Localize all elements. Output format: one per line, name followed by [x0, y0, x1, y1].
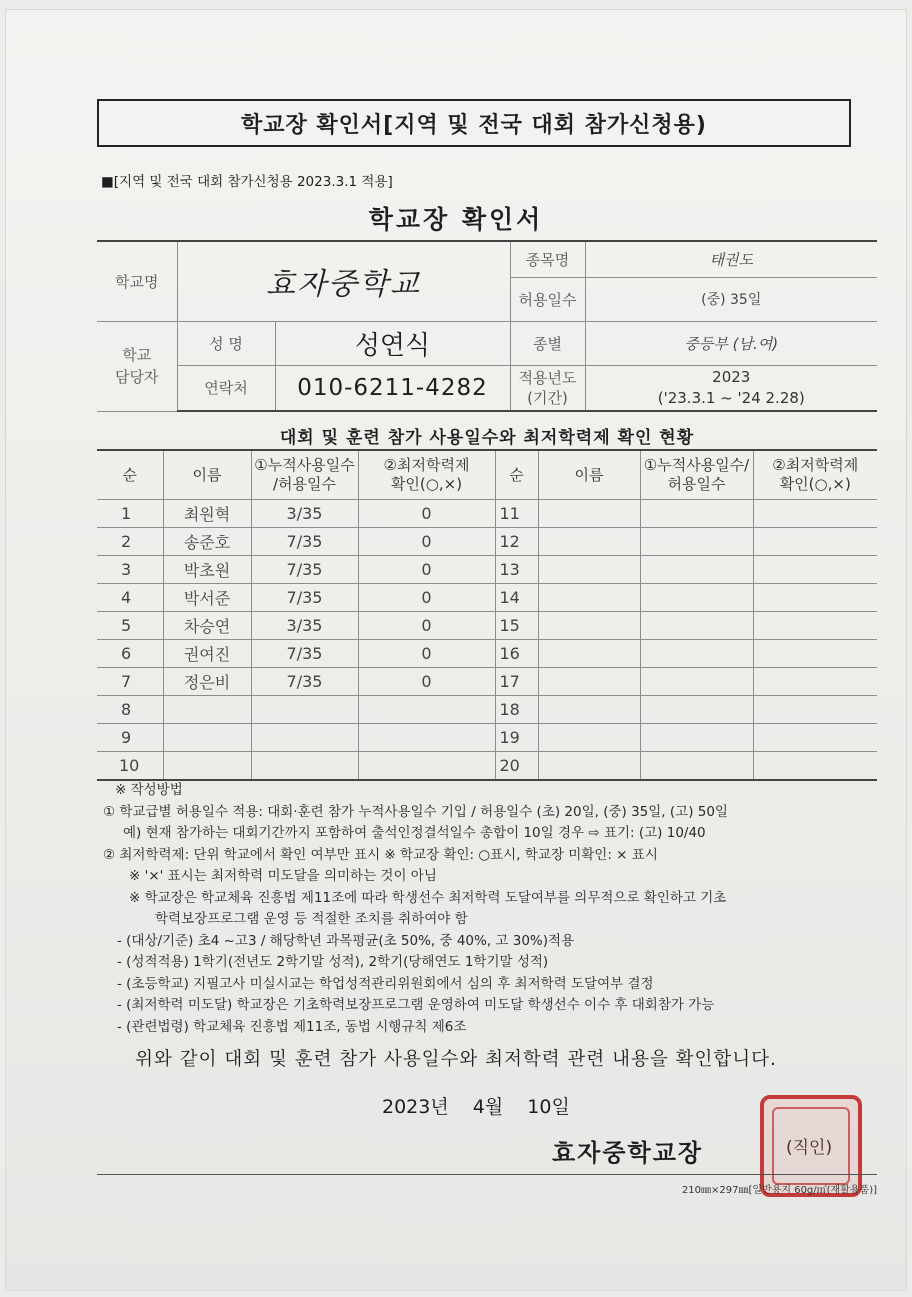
- cell-empty: [538, 668, 640, 696]
- header-days-2: ①누적사용일수/ 허용일수: [640, 450, 753, 500]
- note-item: - (최저학력 미도달) 학교장은 기초학력보장프로그램 운영하여 미도달 학생선수 이수 후 대회참가 가능: [117, 997, 715, 1013]
- cell-name: 박서준: [163, 584, 251, 612]
- cell-empty: [538, 500, 640, 528]
- cell-check: 0: [358, 528, 495, 556]
- cell-seq-2: 14: [495, 584, 538, 612]
- cell-check: [358, 724, 495, 752]
- cell-empty: [753, 752, 877, 781]
- cell-empty: [753, 556, 877, 584]
- cell-name: 최원혁: [163, 500, 251, 528]
- cell-empty: [753, 612, 877, 640]
- cell-empty: [640, 556, 753, 584]
- cell-days: 7/35: [251, 668, 358, 696]
- cell-empty: [640, 752, 753, 781]
- table-row: [97, 556, 877, 584]
- note-item: ① 학교급별 허용일수 적용: 대회·훈련 참가 누적사용일수 기입 / 허용일수 (초) 20일, (중) 35일, (고) 50일: [103, 803, 728, 820]
- cell-check: 0: [358, 556, 495, 584]
- cell-seq-2: 15: [495, 612, 538, 640]
- header-name-2: 이름: [538, 450, 640, 500]
- cell-empty: [640, 500, 753, 528]
- contact-value: 010-6211-4282: [275, 365, 510, 411]
- cell-empty: [640, 724, 753, 752]
- cell-empty: [538, 556, 640, 584]
- note-item: 예) 현재 참가하는 대회기간까지 포함하여 출석인정결석일수 총합이 10일 경우 ⇨ 표기: (고) 10/40: [123, 825, 706, 841]
- date-day: 10일: [527, 1096, 570, 1118]
- cell-check: 0: [358, 500, 495, 528]
- cell-days: 3/35: [251, 612, 358, 640]
- cell-check: 0: [358, 640, 495, 668]
- paper-spec: 210㎜×297㎜[일반용지 60g/㎡(재활용품)]: [681, 1185, 877, 1196]
- date-month: 4월: [472, 1096, 504, 1118]
- name-label: 성 명: [177, 321, 275, 365]
- cell-seq: 3: [97, 556, 163, 584]
- cell-empty: [753, 584, 877, 612]
- note-item: - (관련법령) 학교체육 진흥법 제11조, 동법 시행규칙 제6조: [117, 1018, 467, 1035]
- year-label: 적용년도 (기간): [510, 365, 585, 411]
- cell-empty: [538, 584, 640, 612]
- header-seq: 순: [97, 450, 163, 500]
- table-row: [97, 668, 877, 696]
- cell-days: [251, 696, 358, 724]
- participants-table: [97, 449, 877, 781]
- category-label: 종별: [510, 321, 585, 365]
- table-row: [97, 612, 877, 640]
- note-item: ② 최저학력제: 단위 학교에서 확인 여부만 표시 ※ 학교장 확인: ○표시, 학교장 미확인: × 표시: [103, 846, 658, 863]
- cell-seq: 1: [97, 500, 163, 528]
- cell-name: 차승연: [163, 612, 251, 640]
- cell-name: [163, 696, 251, 724]
- cell-seq-2: 17: [495, 668, 538, 696]
- cell-seq-2: 11: [495, 500, 538, 528]
- note-heading: ※ 작성방법: [115, 782, 183, 798]
- cell-days: [251, 724, 358, 752]
- header-check: ②최저학력제 확인(○,×): [358, 450, 495, 500]
- principal-title: 효자중학교장: [552, 1139, 704, 1167]
- cell-days: 3/35: [251, 500, 358, 528]
- cell-name: 권여진: [163, 640, 251, 668]
- cell-check: [358, 752, 495, 781]
- cell-name: [163, 724, 251, 752]
- cell-seq-2: 12: [495, 528, 538, 556]
- cell-empty: [538, 696, 640, 724]
- cell-empty: [640, 668, 753, 696]
- cell-name: [163, 752, 251, 781]
- cell-empty: [640, 584, 753, 612]
- allowed-days-label: 허용일수: [510, 277, 585, 321]
- cell-days: [251, 752, 358, 781]
- school-label: 학교명: [97, 241, 177, 321]
- event-value: 태권도: [585, 241, 877, 277]
- cell-seq-2: 16: [495, 640, 538, 668]
- cell-seq: 9: [97, 724, 163, 752]
- instructions: [103, 780, 883, 1038]
- seal-label: (직인): [786, 1138, 833, 1158]
- cell-name: 송준호: [163, 528, 251, 556]
- cell-empty: [538, 640, 640, 668]
- cell-seq: 4: [97, 584, 163, 612]
- cell-empty: [753, 640, 877, 668]
- confirmation-text: 위와 같이 대회 및 훈련 참가 사용일수와 최저학력 관련 내용을 확인합니다.: [135, 1049, 777, 1070]
- cell-name: 박초원: [163, 556, 251, 584]
- cell-seq-2: 18: [495, 696, 538, 724]
- allowed-days-value: (중) 35일: [585, 277, 877, 321]
- issue-date: [382, 1092, 588, 1119]
- cell-empty: [753, 724, 877, 752]
- cell-empty: [640, 696, 753, 724]
- cell-empty: [538, 612, 640, 640]
- sub-note: ■[지역 및 전국 대회 참가신청용 2023.3.1 적용]: [101, 174, 393, 190]
- name-value: 성연식: [275, 321, 510, 365]
- cell-empty: [753, 696, 877, 724]
- cell-check: 0: [358, 612, 495, 640]
- cell-seq: 8: [97, 696, 163, 724]
- cell-empty: [640, 528, 753, 556]
- cell-seq: 2: [97, 528, 163, 556]
- cell-empty: [753, 500, 877, 528]
- cell-seq: 7: [97, 668, 163, 696]
- doc-title: 학교장 확인서: [368, 205, 544, 234]
- cell-seq: 6: [97, 640, 163, 668]
- cell-days: 7/35: [251, 528, 358, 556]
- table-row: [97, 528, 877, 556]
- cell-empty: [538, 724, 640, 752]
- cell-check: [358, 696, 495, 724]
- cell-empty: [753, 528, 877, 556]
- school-name: 효자중학교: [177, 241, 510, 321]
- table-row: [97, 696, 877, 724]
- cell-days: 7/35: [251, 640, 358, 668]
- participants-body: [97, 500, 877, 781]
- header-name: 이름: [163, 450, 251, 500]
- cell-empty: [538, 752, 640, 781]
- event-label: 종목명: [510, 241, 585, 277]
- cell-seq-2: 19: [495, 724, 538, 752]
- date-year: 2023년: [382, 1096, 449, 1118]
- table-row: [97, 500, 877, 528]
- cell-days: 7/35: [251, 584, 358, 612]
- note-item: - (초등학교) 지필고사 미실시교는 학업성적관리위원회에서 심의 후 최저학력 도달여부 결정: [117, 975, 654, 992]
- note-item: 학력보장프로그램 운영 등 적절한 조치를 취하여야 함: [155, 911, 468, 927]
- cell-check: 0: [358, 584, 495, 612]
- cell-seq: 5: [97, 612, 163, 640]
- cell-check: 0: [358, 668, 495, 696]
- footer-divider: [97, 1174, 877, 1175]
- category-value: 중등부 (남.여): [585, 321, 877, 365]
- cell-seq: 10: [97, 752, 163, 781]
- table-row: [97, 584, 877, 612]
- cell-empty: [640, 640, 753, 668]
- manager-label: 학교 담당자: [97, 321, 177, 411]
- note-item: ※ 학교장은 학교체육 진흥법 제11조에 따라 학생선수 최저학력 도달여부를 의무적으로 확인하고 기초: [129, 889, 727, 906]
- header-check-2: ②최저학력제 확인(○,×): [753, 450, 877, 500]
- header-days: ①누적사용일수 /허용일수: [251, 450, 358, 500]
- note-item: ※ '×' 표시는 최저학력 미도달을 의미하는 것이 아님: [129, 868, 437, 884]
- header-title: 학교장 확인서[지역 및 전국 대회 참가신청용): [241, 112, 707, 138]
- year-value: 2023: [712, 367, 751, 386]
- cell-seq-2: 20: [495, 752, 538, 781]
- note-item: - (성적적용) 1학기(전년도 2학기말 성적), 2학기(당해연도 1학기말 성적): [117, 954, 549, 970]
- cell-seq-2: 13: [495, 556, 538, 584]
- info-table: [97, 240, 877, 412]
- note-item: - (대상/기준) 초4 ~고3 / 해당학년 과목평균(초 50%, 중 40%, 고 30%)적용: [117, 932, 575, 949]
- cell-empty: [538, 528, 640, 556]
- period-value: ('23.3.1 ~ '24 2.28): [657, 388, 805, 407]
- table-row: [97, 724, 877, 752]
- cell-days: 7/35: [251, 556, 358, 584]
- status-title: 대회 및 훈련 참가 사용일수와 최저학력제 확인 현황: [279, 428, 695, 448]
- cell-name: 정은비: [163, 668, 251, 696]
- table-row: [97, 640, 877, 668]
- cell-empty: [753, 668, 877, 696]
- header-seq-2: 순: [495, 450, 538, 500]
- header-title-box: [97, 99, 851, 147]
- contact-label: 연락처: [177, 365, 275, 411]
- cell-empty: [640, 612, 753, 640]
- table-row: [97, 752, 877, 781]
